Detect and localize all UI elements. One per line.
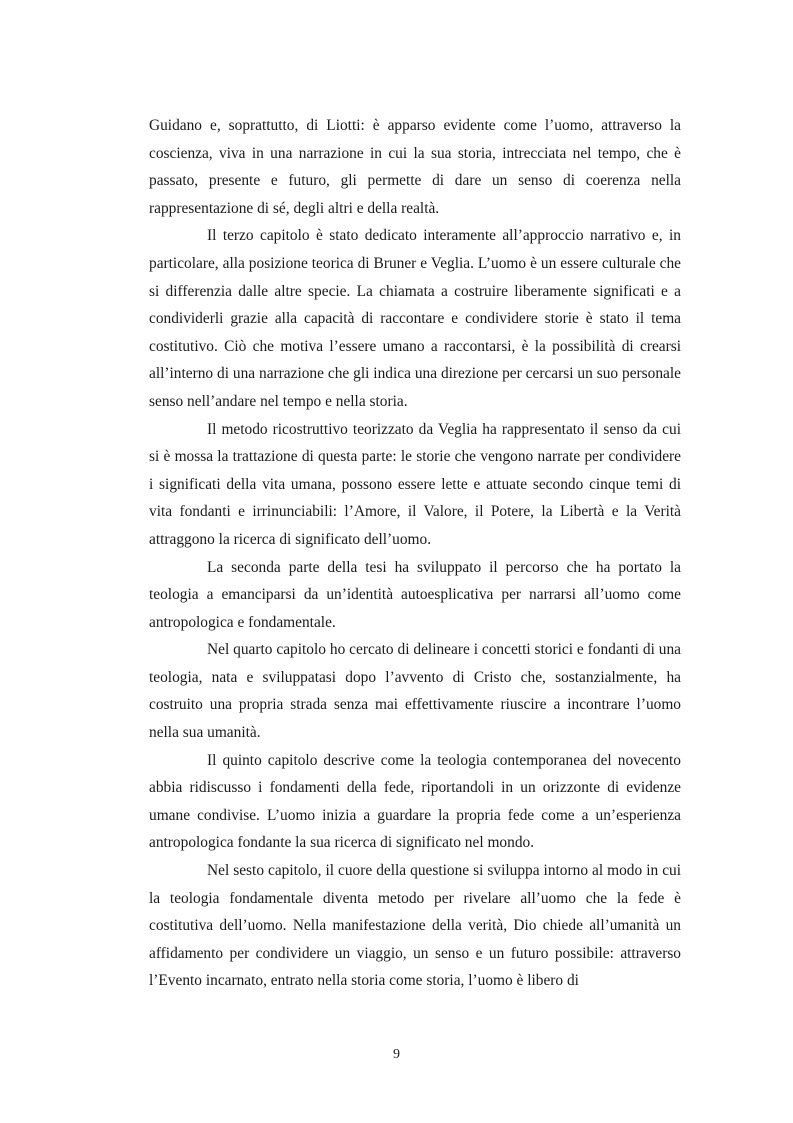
page-number: 9 <box>393 1047 400 1062</box>
paragraph-second-part: La seconda parte della tesi ha sviluppato il percorso che ha portato la teologia a emanciparsi da un’identità autoesplicativa per narrarsi all’uomo come antropologica e fondamentale. <box>149 558 681 631</box>
paragraph-fifth-chapter: Il quinto capitolo descrive come la teologia contemporanea del novecento abbia ridiscusso i fondamenti della fede, riportandoli in un orizzonte di evidenze umane condivise. L’uomo inizia a guardare la propria fede come a un’esperienza antropologica fondante la sua ricerca di significato nel mondo. <box>149 751 681 852</box>
paragraph-continuation: Guidano e, soprattutto, di Liotti: è apparso evidente come l’uomo, attraverso la coscienza, viva in una narrazione in cui la sua storia, intrecciata nel tempo, che è passato, presente e futuro, gli permette di dare un senso di coerenza nella rappresentazione di sé, degli altri e della realtà. <box>149 117 681 217</box>
paragraph-fourth-chapter: Nel quarto capitolo ho cercato di delineare i concetti storici e fondanti di una teologia, nata e sviluppatasi dopo l’avvento di Cristo che, sostanzialmente, ha costruito una propria strada senza mai effettivamente riuscire a incontrare l’uomo nella sua umanità. <box>149 641 681 742</box>
page-body <box>149 112 681 995</box>
paragraph-sixth-chapter: Nel sesto capitolo, il cuore della questione si sviluppa intorno al modo in cui la teologia fondamentale diventa metodo per rivelare all’uomo che la fede è costitutiva dell’uomo. Nella manifestazione della verità, Dio chiede all’umanità un affidamento per condividere un viaggio, un senso e un futuro possibile: attraverso l’Evento incarnato, entrato nella storia come storia, l’uomo è libero di <box>149 862 681 990</box>
paragraph-third-chapter: Il terzo capitolo è stato dedicato interamente all’approccio narrativo e, in particolare, alla posizione teorica di Bruner e Veglia. L’uomo è un essere culturale che si differenzia dalle altre specie. La chiamata a costruire liberamente significati e a condividerli grazie alla capacità di raccontare e condividere storie è stato il tema costitutivo. Ciò che motiva l’essere umano a raccontarsi, è la possibilità di crearsi all’interno di una narrazione che gli indica una direzione per cercarsi un suo personale senso nell’andare nel tempo e nella storia. <box>149 227 681 410</box>
paragraph-reconstructive-method: Il metodo ricostruttivo teorizzato da Veglia ha rappresentato il senso da cui si è mossa la trattazione di questa parte: le storie che vengono narrate per condividere i significati della vita umana, possono essere lette e attuate secondo cinque temi di vita fondanti e irrinunciabili: l’Amore, il Valore, il Potere, la Libertà e la Verità attraggono la ricerca di significato dell’uomo. <box>149 420 681 548</box>
